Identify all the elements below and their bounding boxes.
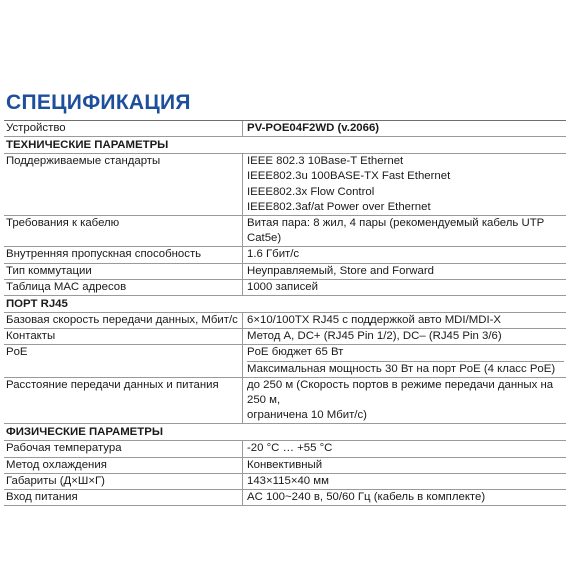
row-value: Конвективный: [247, 458, 323, 471]
row-value: Метод А, DC+ (RJ45 Pin 1/2), DC– (RJ45 Pin 3/6): [247, 330, 502, 343]
value-line: до 250 м (Скорость портов в режиме передачи данных на 250 м,: [247, 378, 554, 407]
row-value: [243, 345, 566, 376]
spec-row-contacts: [4, 329, 566, 345]
value-line: Максимальная мощность 30 Вт на порт PoE (4 класс PoE): [247, 361, 564, 377]
row-label: Устройство: [4, 121, 243, 136]
row-label: Метод охлаждения: [4, 458, 243, 473]
value-line: IEEE802.3u 100BASE-TX Fast Ethernet: [247, 170, 451, 183]
row-label: Поддерживаемые стандарты: [4, 154, 243, 215]
row-label: Вход питания: [4, 490, 243, 505]
spec-row-cooling: [4, 458, 566, 474]
row-value: 143×115×40 мм: [247, 474, 329, 487]
spec-row-power: [4, 490, 566, 506]
value-line: IEEE802.3af/at Power over Ethernet: [247, 200, 431, 213]
spec-row-standards: [4, 154, 566, 216]
row-value: [243, 378, 566, 424]
spec-table: [4, 120, 566, 506]
row-value: 1000 записей: [247, 280, 318, 293]
value-line: PoE бюджет 65 Вт: [247, 346, 344, 359]
row-value: 1.6 Гбит/с: [247, 248, 300, 261]
row-value: Неуправляемый, Store and Forward: [247, 264, 434, 277]
row-label: Тип коммутации: [4, 264, 243, 279]
section-header-physical: ФИЗИЧЕСКИЕ ПАРАМЕТРЫ: [4, 424, 566, 441]
row-label: Расстояние передачи данных и питания: [4, 378, 243, 424]
row-value: Витая пара: 8 жил, 4 пары (рекомендуемый кабель UTP Cat5e): [247, 217, 545, 245]
spec-row-switching: [4, 264, 566, 280]
row-label: Внутренняя пропускная способность: [4, 247, 243, 262]
section-header-rj45: ПОРТ RJ45: [4, 296, 566, 313]
spec-row-speed: [4, 313, 566, 329]
value-line: IEEE802.3x Flow Control: [247, 185, 375, 198]
row-value: PV-POE04F2WD (v.2066): [247, 122, 380, 134]
value-line: IEEE 802.3 10Base-T Ethernet: [247, 155, 404, 168]
spec-row-mac: [4, 280, 566, 296]
row-label: Требования к кабелю: [4, 216, 243, 246]
spec-row-distance: [4, 378, 566, 425]
spec-row-temp: [4, 441, 566, 457]
spec-row-dims: [4, 474, 566, 490]
spec-row-cable: [4, 216, 566, 247]
row-value: -20 °С … +55 °С: [247, 442, 333, 455]
row-label: Рабочая температура: [4, 441, 243, 456]
spec-row-device: [4, 120, 566, 137]
section-header-tech: ТЕХНИЧЕСКИЕ ПАРАМЕТРЫ: [4, 137, 566, 154]
row-label: Базовая скорость передачи данных, Мбит/с: [4, 313, 243, 328]
row-label: Контакты: [4, 329, 243, 344]
spec-row-bandwidth: [4, 247, 566, 263]
row-label: PoE: [4, 345, 243, 376]
row-value: 6×10/100TX RJ45 с поддержкой авто MDI/MDI-X: [247, 314, 502, 327]
page-title: СПЕЦИФИКАЦИЯ: [6, 91, 191, 114]
row-label: Габариты (Д×Ш×Г): [4, 474, 243, 489]
spec-row-poe: [4, 345, 566, 377]
value-line: ограничена 10 Мбит/с): [247, 409, 367, 422]
row-value: [243, 154, 566, 215]
row-label: Таблица MAC адресов: [4, 280, 243, 295]
row-value: AC 100~240 в, 50/60 Гц (кабель в комплекте): [247, 491, 486, 504]
